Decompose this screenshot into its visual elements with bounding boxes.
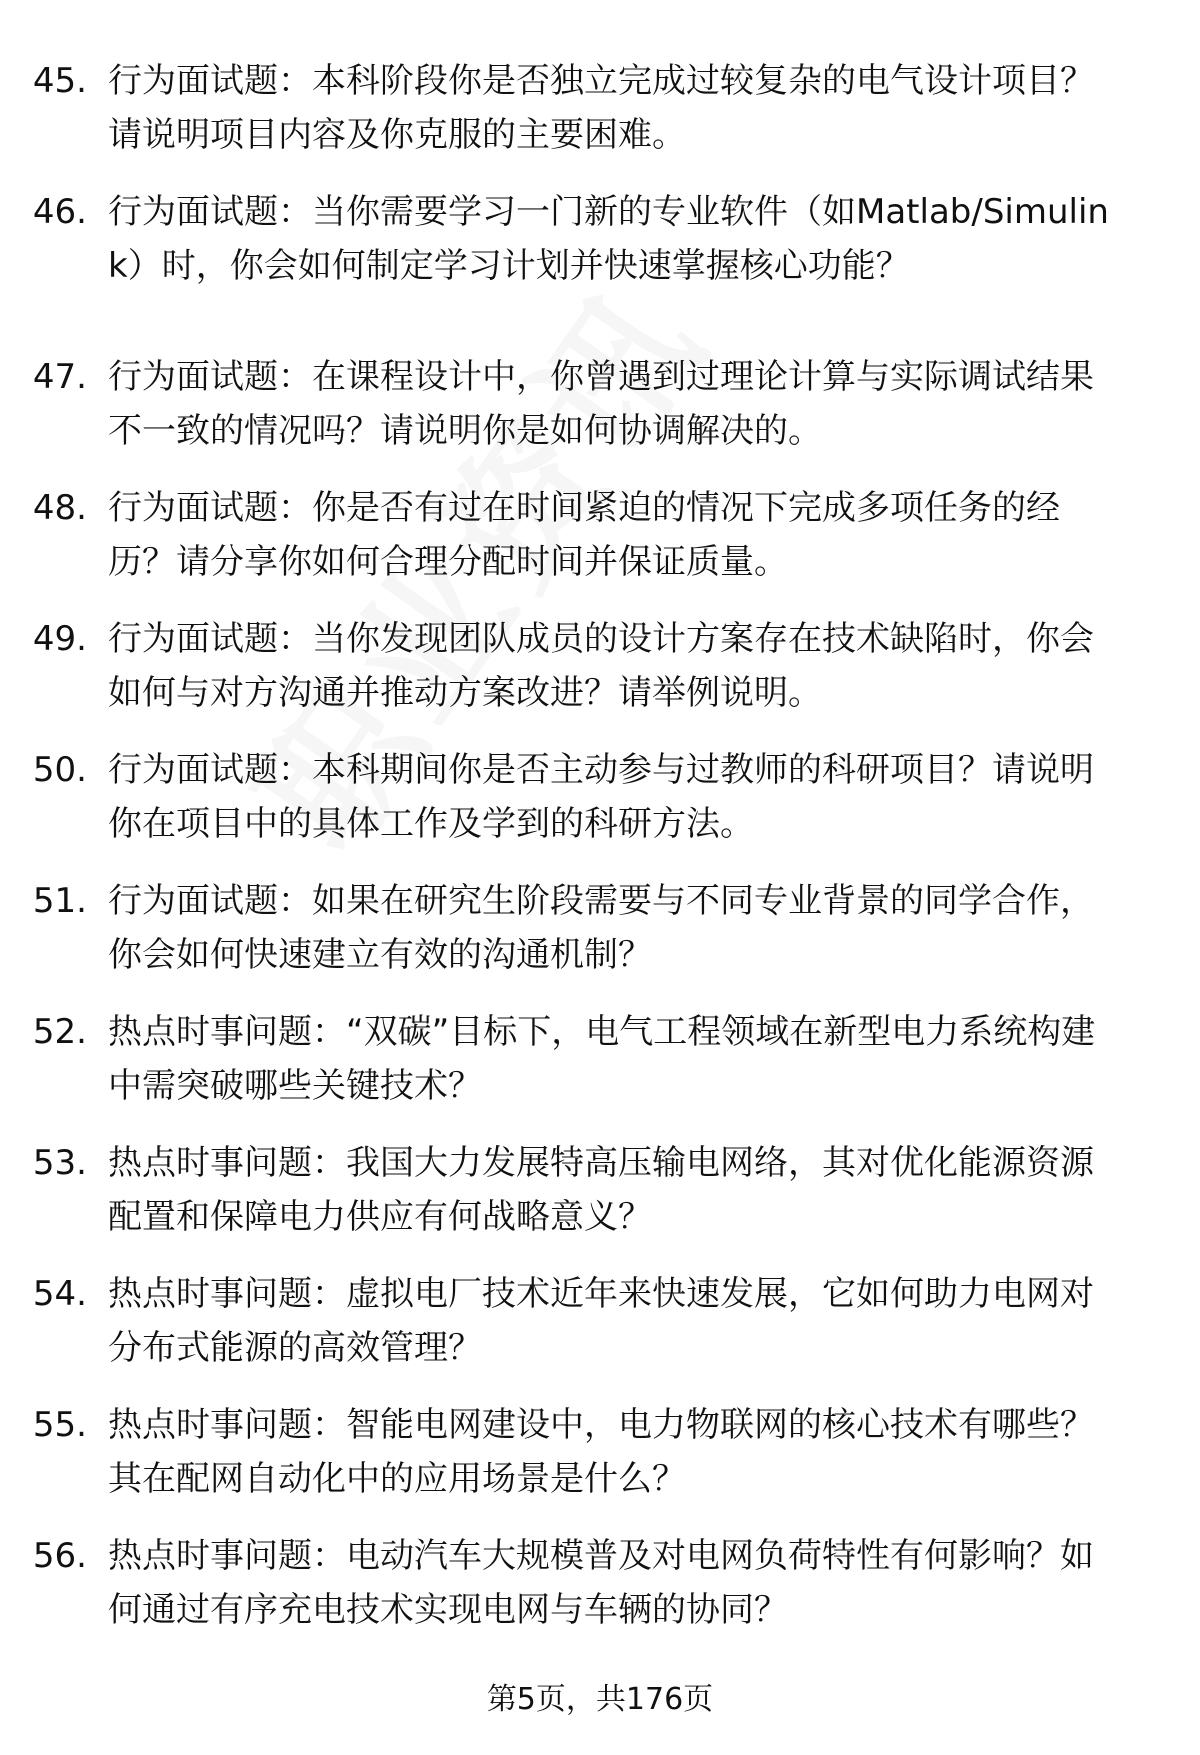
page-number-footer: 第5页，共176页 bbox=[486, 1682, 714, 1717]
question-item bbox=[0, 874, 1200, 1005]
question-item bbox=[0, 1529, 1200, 1660]
question-number: 46. bbox=[32, 192, 87, 232]
question-number: 51. bbox=[32, 881, 87, 921]
question-text: 行为面试题：当你发现团队成员的设计方案存在技术缺陷时，你会如何与对方沟通并推动方案改进？请举例说明。 bbox=[108, 619, 1094, 713]
question-item bbox=[0, 481, 1200, 612]
question-text: 热点时事问题：我国大力发展特高压输电网络，其对优化能源资源配置和保障电力供应有何战略意义？ bbox=[108, 1143, 1094, 1237]
question-number: 52. bbox=[32, 1012, 87, 1052]
question-list bbox=[0, 54, 1200, 1660]
question-item bbox=[0, 1005, 1200, 1136]
question-text: 行为面试题：本科期间你是否主动参与过教师的科研项目？请说明你在项目中的具体工作及学到的科研方法。 bbox=[108, 750, 1094, 844]
question-text: 行为面试题：本科阶段你是否独立完成过较复杂的电气设计项目？请说明项目内容及你克服的主要困难。 bbox=[108, 61, 1094, 155]
question-text: 行为面试题：当你需要学习一门新的专业软件（如Matlab/Simulink）时，你会如何制定学习计划并快速掌握核心功能？ bbox=[108, 192, 1109, 286]
question-number: 50. bbox=[32, 750, 87, 790]
question-text: 行为面试题：如果在研究生阶段需要与不同专业背景的同学合作，你会如何快速建立有效的沟通机制？ bbox=[108, 881, 1094, 975]
question-number: 56. bbox=[32, 1536, 87, 1576]
question-item bbox=[0, 1398, 1200, 1529]
question-text: 行为面试题：在课程设计中，你曾遇到过理论计算与实际调试结果不一致的情况吗？请说明你是如何协调解决的。 bbox=[108, 357, 1094, 451]
question-item bbox=[0, 1267, 1200, 1398]
question-number: 54. bbox=[32, 1274, 87, 1314]
question-text: 热点时事问题：虚拟电厂技术近年来快速发展，它如何助力电网对分布式能源的高效管理？ bbox=[108, 1274, 1094, 1368]
question-text: 热点时事问题：电动汽车大规模普及对电网负荷特性有何影响？如何通过有序充电技术实现电网与车辆的协同？ bbox=[108, 1536, 1094, 1630]
question-number: 45. bbox=[32, 61, 87, 101]
question-number: 49. bbox=[32, 619, 87, 659]
question-number: 47. bbox=[32, 357, 87, 397]
question-number: 55. bbox=[32, 1405, 87, 1445]
question-item bbox=[0, 185, 1200, 350]
question-number: 48. bbox=[32, 488, 87, 528]
question-item bbox=[0, 1136, 1200, 1267]
question-item bbox=[0, 612, 1200, 743]
question-item bbox=[0, 743, 1200, 874]
question-item bbox=[0, 54, 1200, 185]
question-number: 53. bbox=[32, 1143, 87, 1183]
question-text: 热点时事问题：智能电网建设中，电力物联网的核心技术有哪些？其在配网自动化中的应用场景是什么？ bbox=[108, 1405, 1094, 1499]
question-item bbox=[0, 350, 1200, 481]
question-text: 热点时事问题：“双碳”目标下，电气工程领域在新型电力系统构建中需突破哪些关键技术？ bbox=[108, 1012, 1096, 1106]
question-text: 行为面试题：你是否有过在时间紧迫的情况下完成多项任务的经历？请分享你如何合理分配时间并保证质量。 bbox=[108, 488, 1060, 582]
